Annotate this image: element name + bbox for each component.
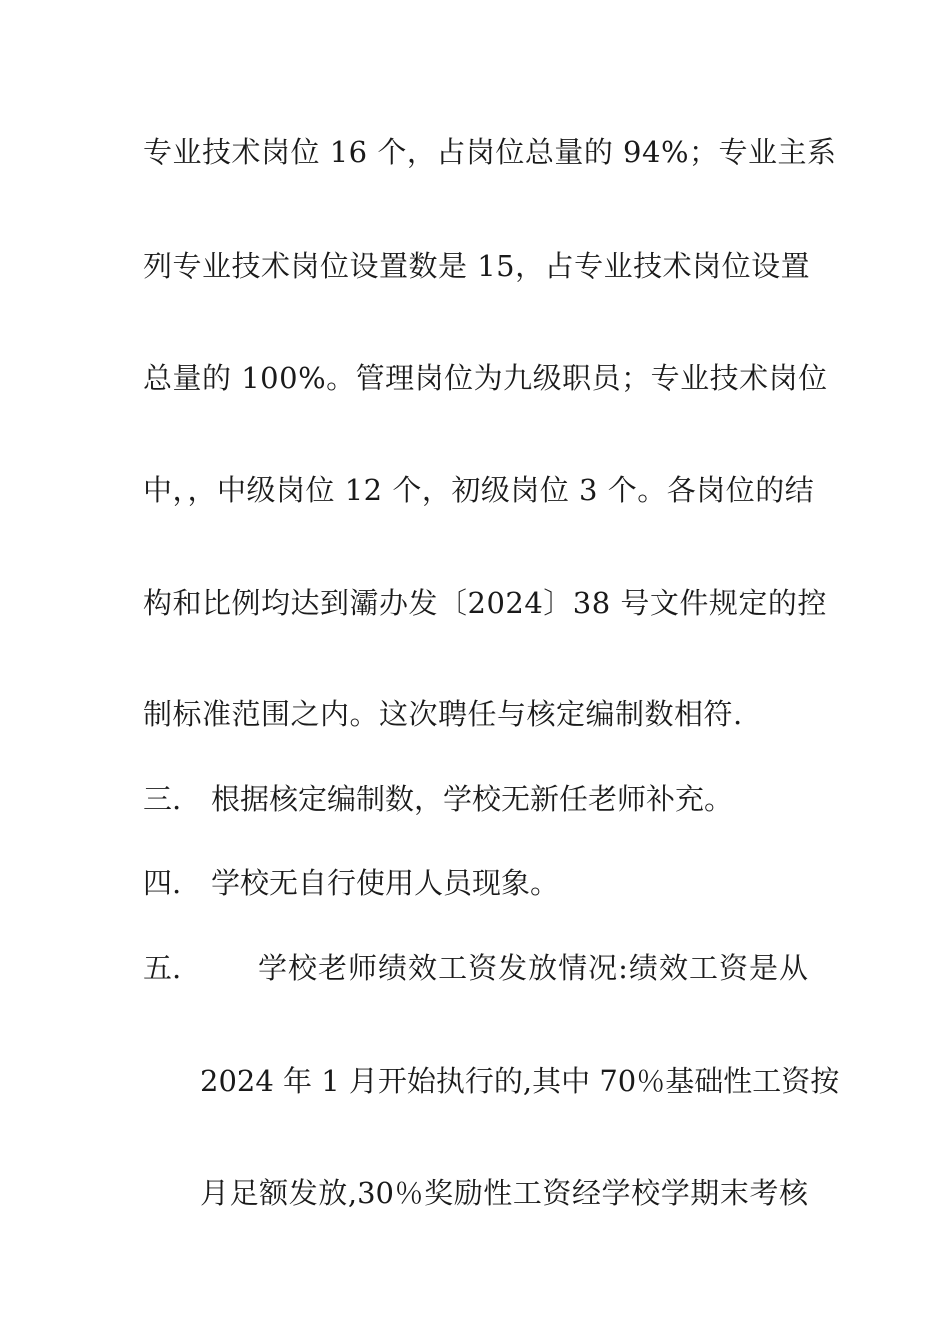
continuation-line: 月足额发放,30％奖励性工资经学校学期末考核 [200, 1176, 808, 1210]
list-item [143, 781, 808, 817]
paragraph-line: 制标准范围之内。这次聘任与核定编制数相符. [143, 697, 743, 731]
paragraph-line: 列专业技术岗位设置数是 15，占专业技术岗位设置 [143, 249, 811, 283]
list-item [143, 865, 808, 901]
list-item-text: 学校无自行使用人员现象。 [211, 866, 560, 900]
paragraph-line: 中，，中级岗位 12 个，初级岗位 3 个。各岗位的结 [143, 473, 815, 507]
list-item-marker: 五. [143, 951, 182, 985]
list-item-text: 根据核定编制数，学校无新任老师补充。 [211, 782, 734, 816]
paragraph-line: 构和比例均达到灞办发〔2024〕38 号文件规定的控 [143, 586, 827, 620]
paragraph-line: 专业技术岗位 16 个，占岗位总量的 94%；专业主系 [143, 135, 837, 169]
list-item-marker: 四. [143, 866, 182, 900]
paragraph-line: 总量的 100%。管理岗位为九级职员；专业技术岗位 [143, 361, 828, 395]
list-item-text: 学校老师绩效工资发放情况:绩效工资是从 [258, 951, 808, 985]
list-item-marker: 三. [143, 782, 182, 816]
continuation-line: 2024 年 1 月开始执行的,其中 70％基础性工资按 [200, 1064, 840, 1098]
list-item [143, 950, 808, 986]
